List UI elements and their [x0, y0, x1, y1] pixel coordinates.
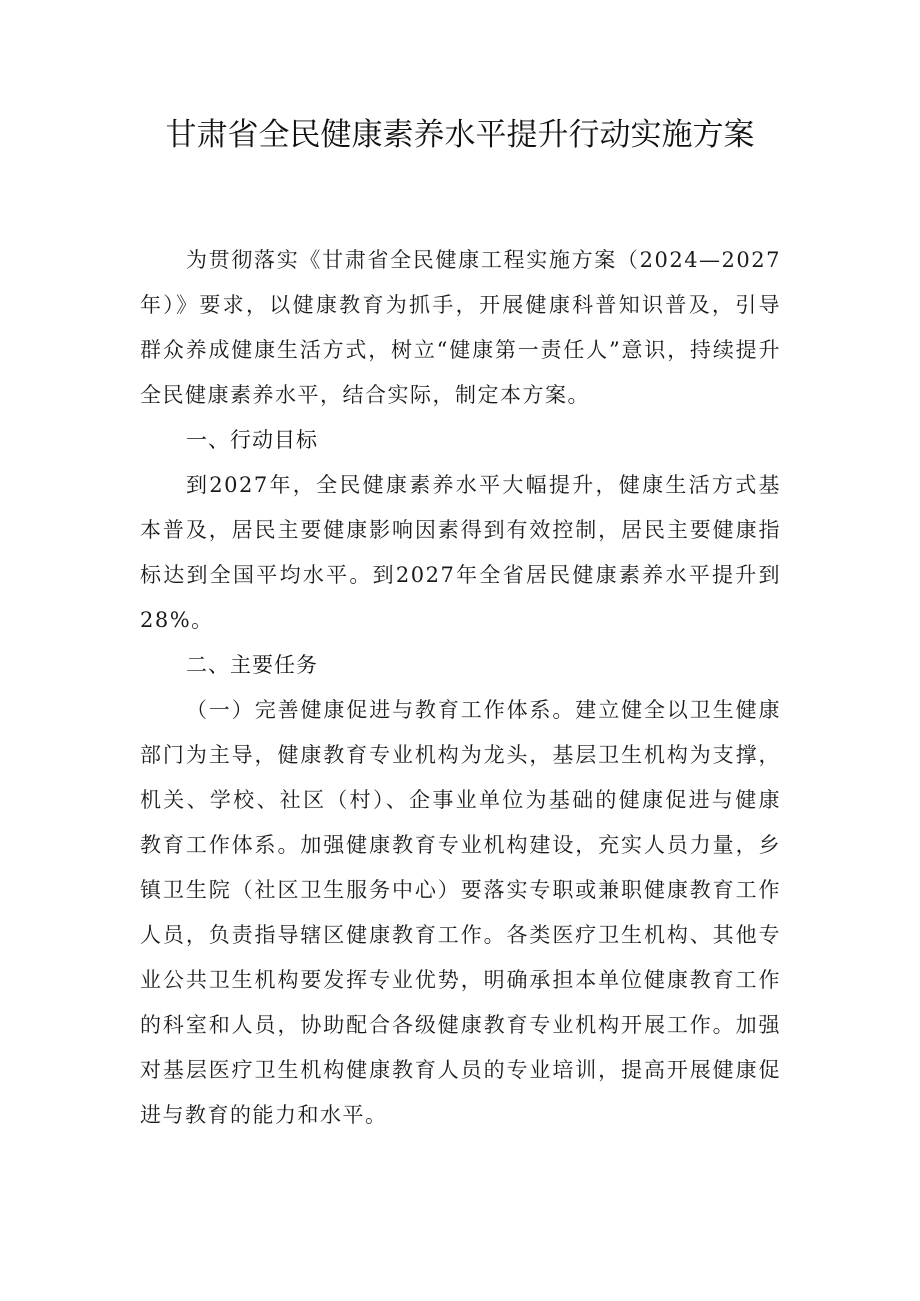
section-paragraph-goals: 到2027年，全民健康素养水平大幅提升，健康生活方式基本普及，居民主要健康影响因素得到有效控制，居民主要健康指标达到全国平均水平。到2027年全省居民健康素养水平提升到28%。: [140, 473, 781, 632]
section-paragraph-tasks: （一）完善健康促进与教育工作体系。建立健全以卫生健康部门为主导，健康教育专业机构为龙头，基层卫生机构为支撑，机关、学校、社区（村）、企事业单位为基础的健康促进与健康教育工作体系。加强健康教育专业机构建设，充实人员力量，乡镇卫生院（社区卫生服务中心）要落实专职或兼职健康教育工作人员，负责指导辖区健康教育工作。各类医疗卫生机构、其他专业公共卫生机构要发挥专业优势，明确承担本单位健康教育工作的科室和人员，协助配合各级健康教育专业机构开展工作。加强对基层医疗卫生机构健康教育人员的专业培训，提高开展健康促进与教育的能力和水平。: [140, 698, 781, 1127]
section-heading-tasks: 二、主要任务: [186, 653, 318, 677]
document-title: 甘肃省全民健康素养水平提升行动实施方案: [165, 117, 755, 153]
intro-paragraph: 为贯彻落实《甘肃省全民健康工程实施方案（2024—2027年）》要求，以健康教育为抓手，开展健康科普知识普及，引导群众养成健康生活方式，树立“健康第一责任人”意识，持续提升全民健康素养水平，结合实际，制定本方案。: [140, 248, 781, 407]
section-heading-goals: 一、行动目标: [186, 428, 318, 452]
